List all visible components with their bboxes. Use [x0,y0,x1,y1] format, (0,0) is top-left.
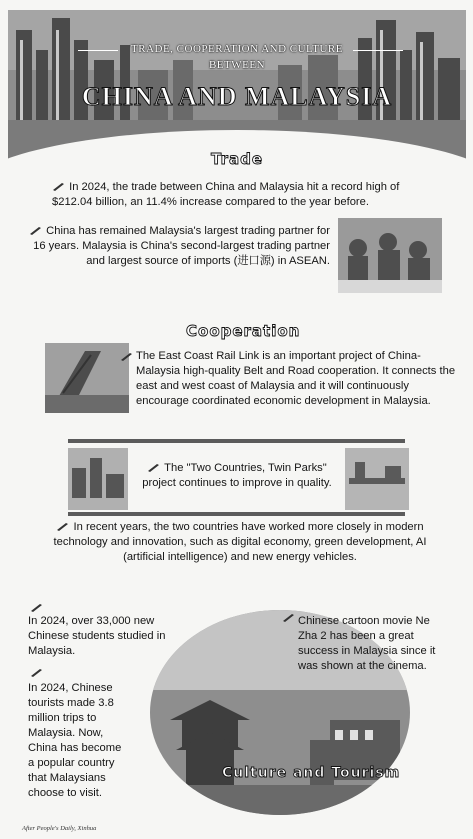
cooperation-paragraph-3 [40,520,440,565]
divider-bar-top [68,439,405,443]
culture-paragraph-2-text: Chinese cartoon movie Ne Zha 2 has been a great success in Malaysia since it was shown at the cinema. [298,615,436,672]
cooperation-paragraph-1 [136,349,458,409]
twin-parks-photo-right [345,448,409,510]
trade-paragraph-1-text: In 2024, the trade between China and Malaysia hit a record high of $212.04 billion, an 11.4% increase compared to the year before. [52,181,400,208]
culture-paragraph-1 [28,614,188,659]
pen-icon [30,602,44,612]
pen-icon [29,225,43,235]
pen-icon [56,521,70,531]
header-subtitle-line2: BETWEEN [208,59,266,71]
section-heading-culture: Culture and Tourism [222,765,401,781]
trade-paragraph-2-text: China has remained Malaysia's largest trading partner for 16 years. Malaysia is China's second-largest trading partner and largest source of imports (进口源) in ASEAN. [33,225,330,267]
pen-icon [120,351,134,361]
twin-parks-photo-left [68,448,128,510]
cooperation-paragraph-2 [132,461,342,491]
trade-photo [338,218,442,293]
rail-link-photo [45,343,129,413]
header-title: CHINA AND MALAYSIA [81,82,393,111]
pen-icon [282,612,296,622]
cooperation-paragraph-3-text: In recent years, the two countries have worked more closely in modern technology and innovation, such as digital economy, green development, AI (artificial intelligence) and new energy vehicles. [53,521,427,563]
header-banner [8,10,466,160]
cooperation-paragraph-1-text: The East Coast Rail Link is an important project of China-Malaysia high-quality Belt and Road cooperation. It connects the east and west coast of Malaysia and it will continuously encourage coordinated economic development in Malaysia. [136,350,456,407]
trade-paragraph-2 [28,224,330,269]
culture-paragraph-3 [28,681,126,801]
header-subtitle-line1: TRADE, COOPERATION AND CULTURE [131,43,343,55]
culture-paragraph-2 [298,614,446,674]
culture-paragraph-3-text: In 2024, Chinese tourists made 3.8 million trips to Malaysia. Now, China has become a popular country that Malaysians choose to visit. [28,682,122,799]
section-heading-cooperation: Cooperation [186,322,301,340]
section-heading-trade: Trade [211,150,264,168]
cooperation-paragraph-2-text: The "Two Countries, Twin Parks" project continues to improve in quality. [142,462,332,489]
source-credit: After People's Daily, Xinhua [22,825,97,832]
culture-paragraph-1-text: In 2024, over 33,000 new Chinese students studied in Malaysia. [28,615,166,657]
pen-icon [30,667,44,677]
divider-bar-bottom [68,512,405,516]
pen-icon [147,462,161,472]
trade-paragraph-1 [52,180,407,210]
pen-icon [52,181,66,191]
